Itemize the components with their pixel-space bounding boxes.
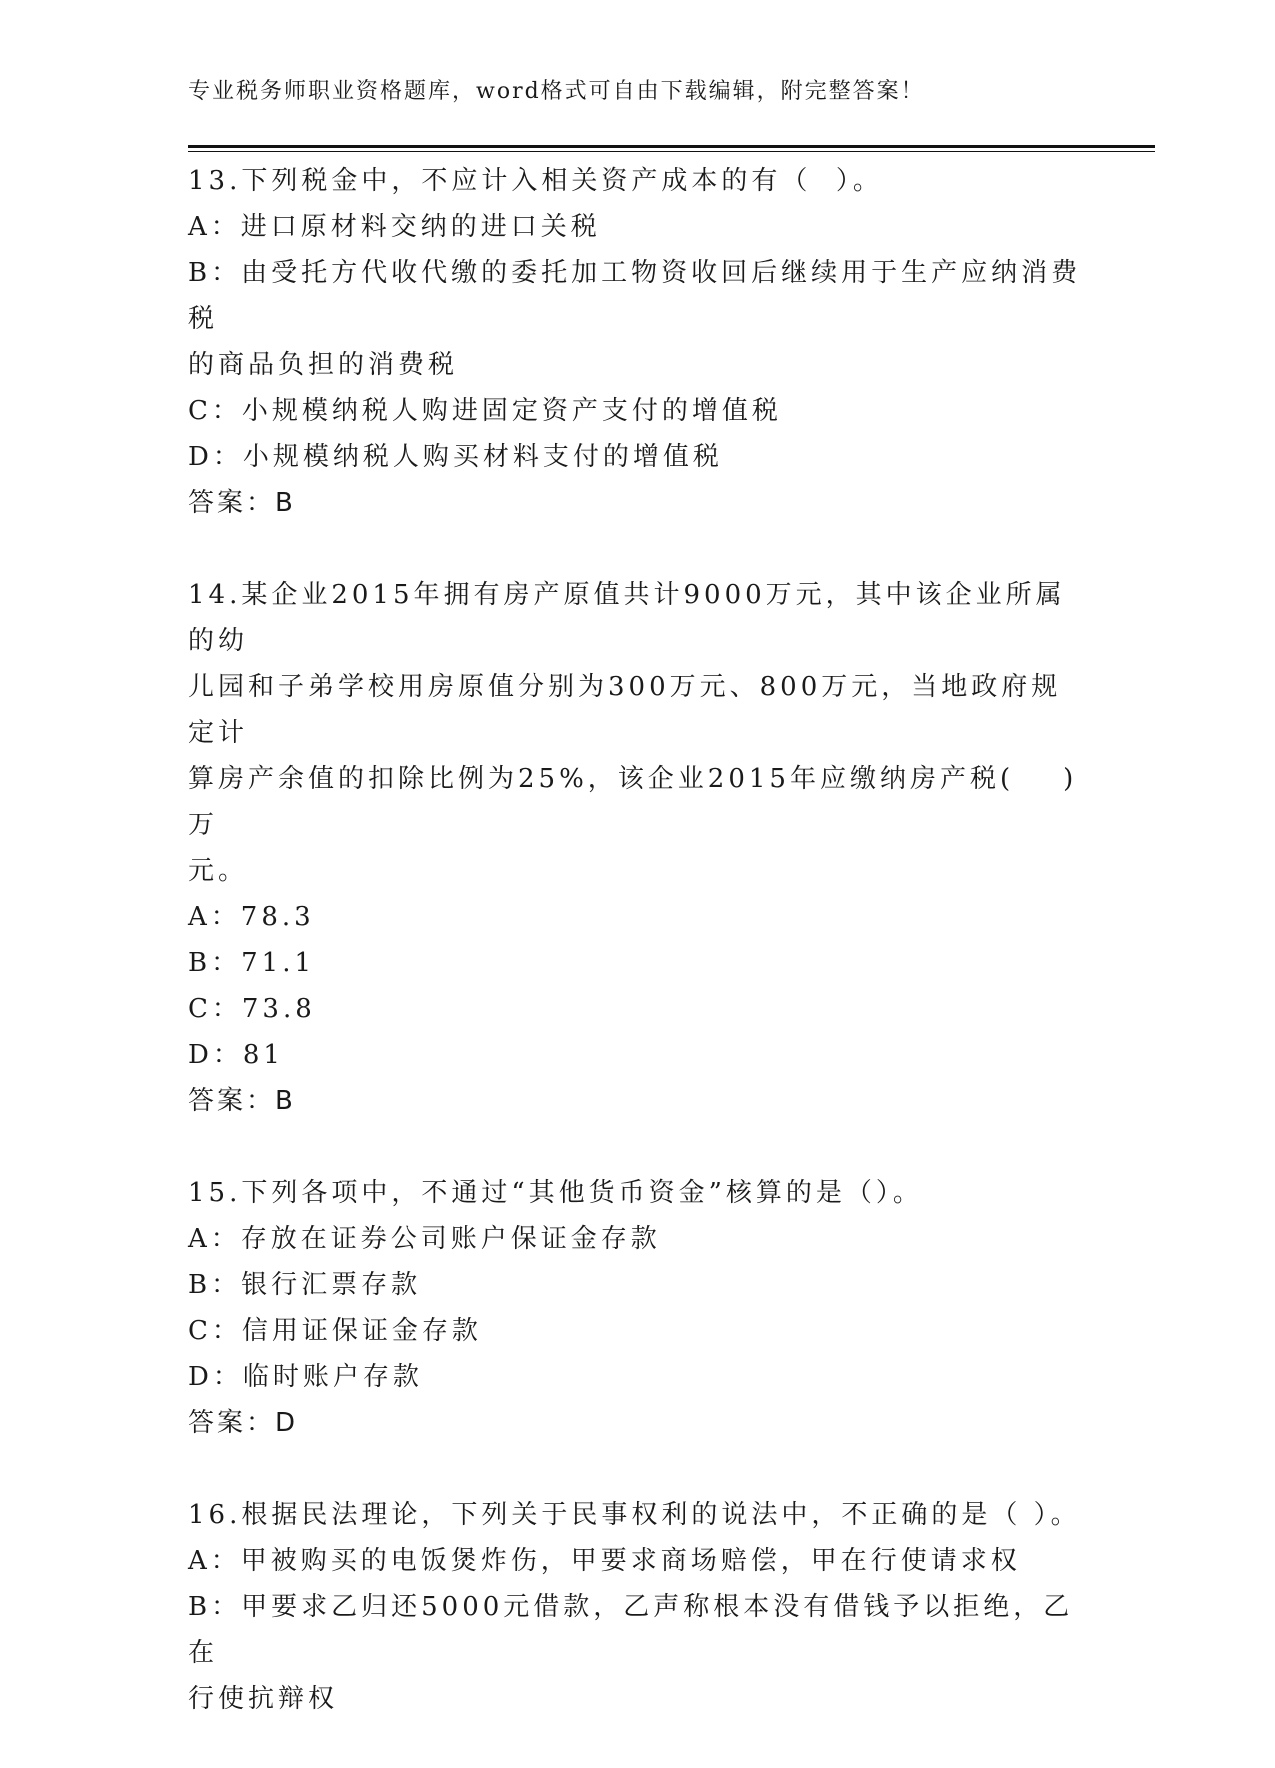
question-stem-line-4: 元。	[188, 856, 249, 886]
question-stem: 14.某企业2015年拥有房产原值共计9000万元，其中该企业所属的幼	[188, 580, 1066, 656]
option-d: D：小规模纳税人购买材料支付的增值税	[188, 442, 723, 472]
option-c: C：信用证保证金存款	[188, 1316, 482, 1346]
option-a: A：甲被购买的电饭煲炸伤，甲要求商场赔偿，甲在行使请求权	[188, 1546, 1021, 1576]
option-a: A：78.3	[188, 902, 315, 932]
option-a: A：进口原材料交纳的进口关税	[188, 212, 601, 242]
question-stem: 13.下列税金中，不应计入相关资产成本的有（ ）。	[188, 166, 883, 196]
option-c: C：小规模纳税人购进固定资产支付的增值税	[188, 396, 782, 426]
option-b: B：由受托方代收代缴的委托加工物资收回后继续用于生产应纳消费税	[188, 258, 1082, 334]
question-stem-line-3: 算房产余值的扣除比例为25%，该企业2015年应缴纳房产税( )万	[188, 764, 1078, 840]
question-stem: 15.下列各项中，不通过“其他货币资金”核算的是（）。	[188, 1178, 923, 1208]
answer: 答案：D	[188, 1408, 299, 1438]
answer: 答案：B	[188, 488, 296, 518]
question-14	[188, 572, 1088, 1124]
document-header: 专业税务师职业资格题库，word格式可自由下载编辑，附完整答案！	[188, 79, 925, 104]
option-c: C：73.8	[188, 994, 316, 1024]
question-13	[188, 158, 1088, 526]
question-stem: 16.根据民法理论，下列关于民事权利的说法中，不正确的是（ ）。	[188, 1500, 1081, 1530]
option-d: D：81	[188, 1040, 284, 1070]
header-rule-thick	[188, 145, 1155, 148]
question-stem-line-2: 儿园和子弟学校用房原值分别为300万元、800万元，当地政府规定计	[188, 672, 1062, 748]
question-15	[188, 1170, 1088, 1446]
option-b-continued: 行使抗辩权	[188, 1684, 339, 1714]
question-list	[188, 158, 1088, 1768]
option-d: D：临时账户存款	[188, 1362, 423, 1392]
header-rule-thin	[188, 151, 1155, 152]
option-a: A：存放在证券公司账户保证金存款	[188, 1224, 661, 1254]
option-b: B：甲要求乙归还5000元借款，乙声称根本没有借钱予以拒绝，乙在	[188, 1592, 1074, 1668]
question-16	[188, 1492, 1088, 1722]
answer: 答案：B	[188, 1086, 296, 1116]
option-b-continued: 的商品负担的消费税	[188, 350, 459, 380]
option-b: B：银行汇票存款	[188, 1270, 422, 1300]
option-b: B：71.1	[188, 948, 315, 978]
